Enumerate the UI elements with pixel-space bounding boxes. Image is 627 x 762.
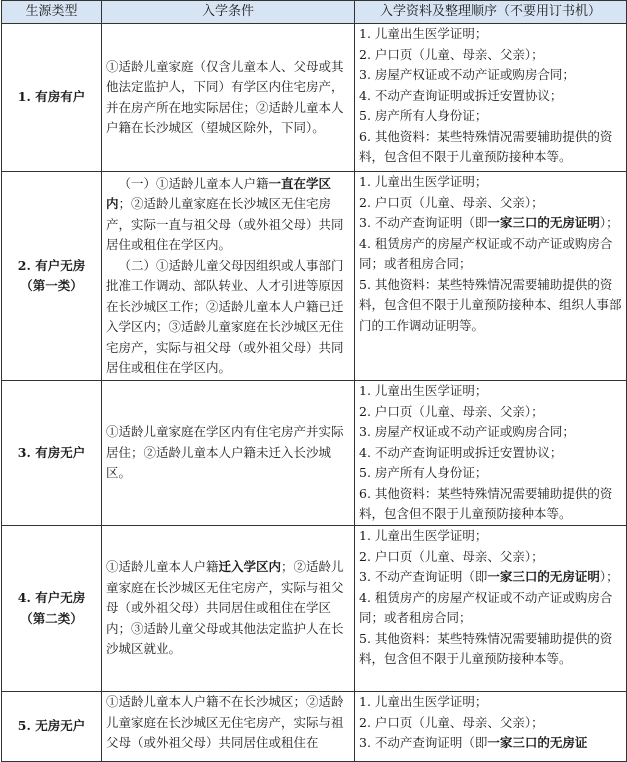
type-sublabel: （第一类） xyxy=(20,278,83,293)
doc-item: 4. 租赁房产的房屋产权证或不动产证或购房合同；或者租房合同； xyxy=(359,235,613,271)
doc-item: 4. 不动产查询证明或拆迁安置协议； xyxy=(359,87,563,103)
doc-item: 4. 租赁房产的房屋产权证或不动产证或购房合同；或者租房合同； xyxy=(359,589,613,625)
documents-cell xyxy=(355,172,627,381)
documents-cell xyxy=(355,526,627,692)
doc-item: 1. 儿童出生医学证明； xyxy=(359,694,488,709)
doc-item: 3. 不动产查询证明（即一家三口的无房证明）； xyxy=(359,215,619,230)
type-label: 4. 有户无房 xyxy=(17,590,86,605)
table-header-row xyxy=(2,1,627,24)
doc-item: 1. 儿童出生医学证明； xyxy=(359,26,488,41)
type-sublabel: （第二类） xyxy=(20,610,83,626)
doc-item: 4. 不动产查询证明或拆迁安置协议； xyxy=(359,444,563,460)
header-documents: 入学资料及整理顺序（不要用订书机） xyxy=(355,1,627,24)
type-label: 2. 有户无房 xyxy=(17,257,86,273)
doc-item: 6. 其他资料：某些特殊情况需要辅助提供的资料，包含但不限于儿童预防接种本等。 xyxy=(359,485,613,521)
doc-item: 5. 其他资料：某些特殊情况需要辅助提供的资料，包含但不限于儿童预防接种本、组织人事部门的工作调动证明等。 xyxy=(359,276,622,333)
conditions-cell: ①适龄儿童家庭（仅含儿童本人、父母或其他法定监护人，下同）有学区内住宅房产，并在房产所在地实际居住；②适龄儿童本人户籍在长沙城区（望城区除外，下同）。 xyxy=(102,24,355,172)
emphasis-text: 迁入学区内 xyxy=(218,559,282,575)
table-row xyxy=(2,692,627,762)
enrollment-table xyxy=(1,0,627,762)
doc-item: 2. 户口页（儿童、母亲、父亲）； xyxy=(359,194,544,210)
emphasis-text: 一家三口的无房证明 xyxy=(487,215,600,230)
documents-cell xyxy=(355,692,627,762)
type-cell: 1. 有房有户 xyxy=(2,24,102,172)
type-cell: 5. 无房无户 xyxy=(2,692,102,762)
doc-item: 1. 儿童出生医学证明； xyxy=(359,174,488,189)
type-cell: 3. 有房无户 xyxy=(2,381,102,526)
doc-item: 5. 房产所有人身份证； xyxy=(359,108,488,123)
conditions-cell: ①适龄儿童本人户籍不在长沙城区；②适龄儿童家庭在长沙城区无住宅房产，实际与祖父母（或外祖父母）共同居住或租住在 xyxy=(102,692,355,762)
type-cell xyxy=(2,526,102,692)
type-cell xyxy=(2,172,102,381)
doc-item: 3. 房屋产权证或不动产证或购房合同； xyxy=(359,67,575,82)
table-row xyxy=(2,526,627,692)
emphasis-text: 一家三口的无房证 xyxy=(487,735,588,750)
emphasis-text: 一家三口的无房证明 xyxy=(487,569,600,584)
conditions-cell xyxy=(102,172,355,381)
doc-item: 2. 户口页（儿童、母亲、父亲）； xyxy=(359,548,544,564)
emphasis-text: 一直在学区内 xyxy=(106,175,332,211)
doc-item: 3. 不动产查询证明（即一家三口的无房证明）； xyxy=(359,569,619,584)
doc-item: 5. 房产所有人身份证； xyxy=(359,465,488,480)
doc-item: 2. 户口页（儿童、母亲、父亲）； xyxy=(359,46,544,62)
condition-group-one: （一）①适龄儿童本人户籍一直在学区内；②适龄儿童家庭在长沙城区无住宅房产，实际一直与祖父母（或外祖父母）共同居住或租住在学区内。 xyxy=(106,175,344,252)
documents-cell xyxy=(355,24,627,172)
doc-item: 3. 不动产查询证明（即一家三口的无房证 xyxy=(359,735,588,750)
doc-item: 3. 房屋产权证或不动产证或购房合同； xyxy=(359,424,575,439)
doc-item: 2. 户口页（儿童、母亲、父亲）； xyxy=(359,403,544,419)
condition-group-two: （二）①适龄儿童父母因组织或人事部门批准工作调动、部队转业、人才引进等原因在长沙城区工作；②适龄儿童本人户籍已迁入学区内；③适龄儿童家庭在长沙城区无住宅房产，实际与祖父母（或外祖父母）共同居住或租住在学区内。 xyxy=(106,257,344,375)
conditions-cell: ①适龄儿童本人户籍迁入学区内；②适龄儿童家庭在长沙城区无住宅房产，实际与祖父母（或外祖父母）共同居住或租住在学区内；③适龄儿童父母或其他法定监护人在长沙城区就业。 xyxy=(102,526,355,692)
table-row xyxy=(2,24,627,172)
table-row xyxy=(2,381,627,526)
doc-item: 2. 户口页（儿童、母亲、父亲）； xyxy=(359,714,544,730)
header-type: 生源类型 xyxy=(2,1,102,24)
doc-item: 6. 其他资料：某些特殊情况需要辅助提供的资料，包含但不限于儿童预防接种本等。 xyxy=(359,128,613,164)
table-row xyxy=(2,172,627,381)
doc-item: 1. 儿童出生医学证明； xyxy=(359,383,488,398)
doc-item: 1. 儿童出生医学证明； xyxy=(359,528,488,543)
doc-item: 5. 其他资料：某些特殊情况需要辅助提供的资料，包含但不限于儿童预防接种本等。 xyxy=(359,630,613,666)
documents-cell xyxy=(355,381,627,526)
header-conditions: 入学条件 xyxy=(102,1,355,24)
conditions-cell: ①适龄儿童家庭在学区内有住宅房产并实际居住；②适龄儿童本人户籍未迁入长沙城区。 xyxy=(102,381,355,526)
